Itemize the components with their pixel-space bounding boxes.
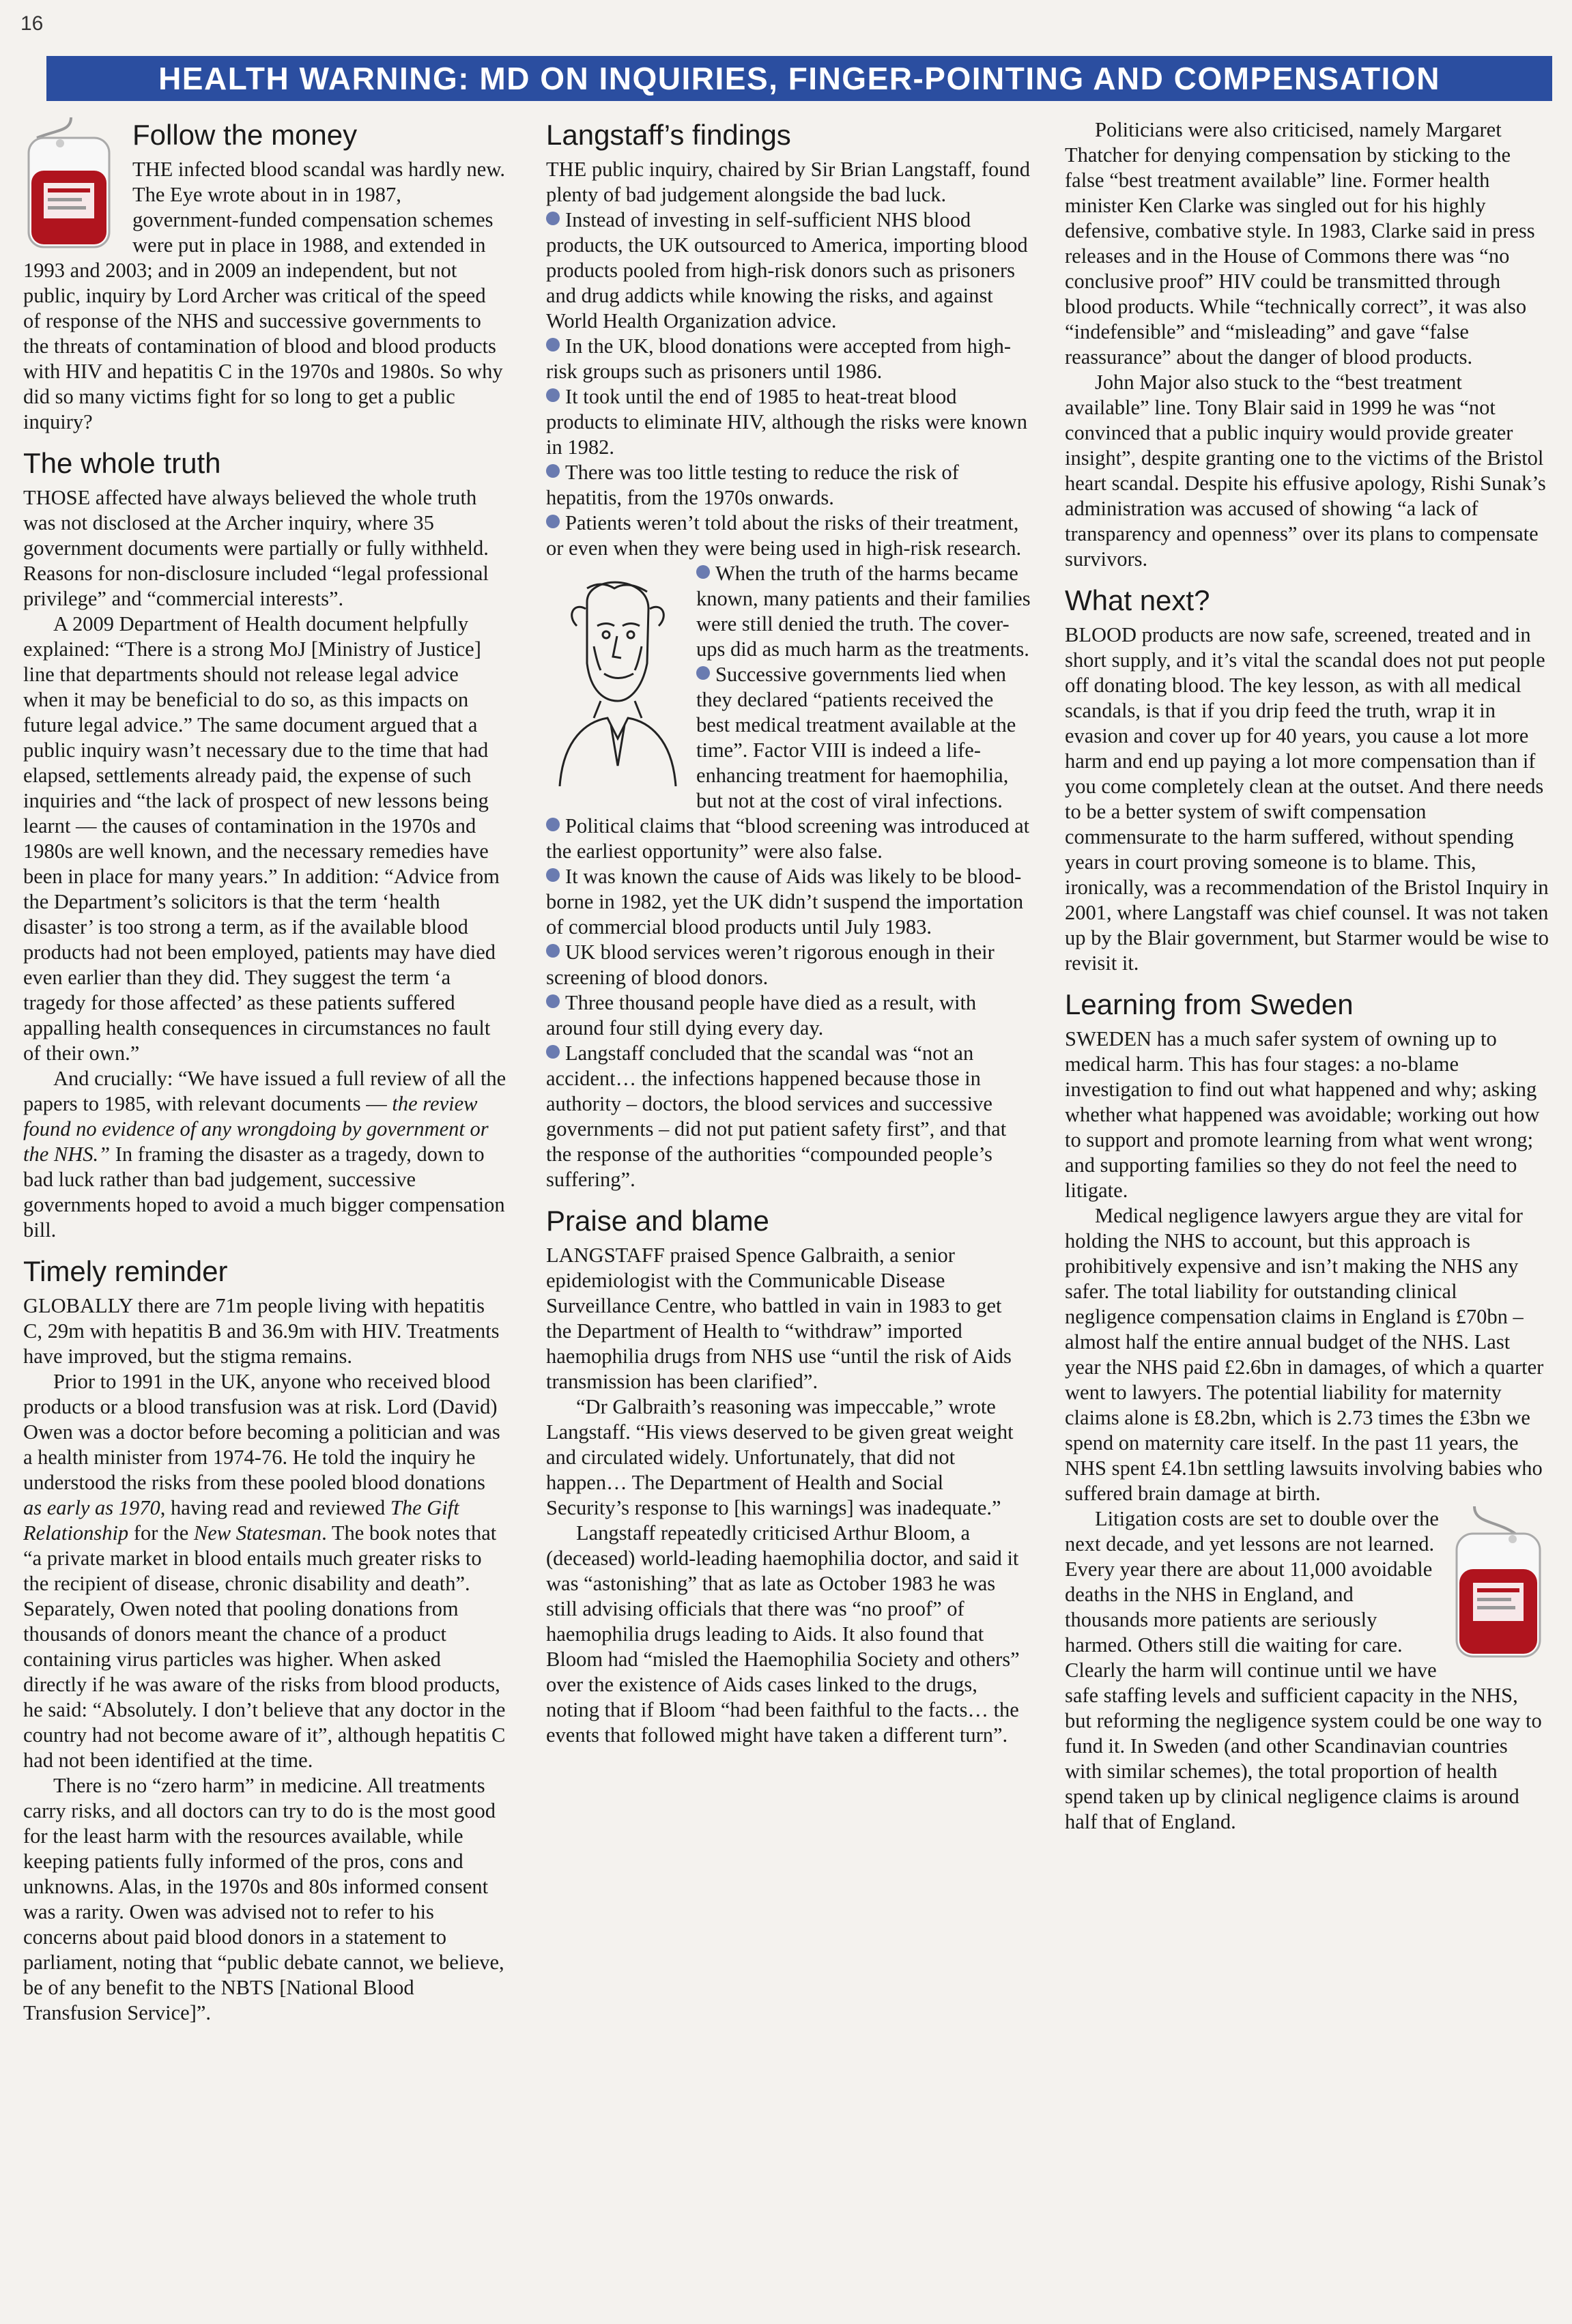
- column-1: [23, 117, 508, 2233]
- bullet-dot-icon: [546, 1045, 560, 1059]
- italic-run: New Statesman: [193, 1521, 322, 1545]
- blood-bag-icon: [23, 117, 126, 254]
- paragraph: THOSE affected have always believed the whole truth was not disclosed at the Archer inquiry, where 35 government documents were partially or fully withheld. Reasons for non-disclosure included “legal professional privilege” and “commercial interests”.: [23, 486, 489, 610]
- bullet-item: When the truth of the harms became known, many patients and their families were still denied the truth. The cover-ups did as much harm as the treatments.: [696, 562, 1031, 661]
- bullet-item: In the UK, blood donations were accepted from high-risk groups such as prisoners until 1986.: [546, 334, 1012, 383]
- paragraph: Medical negligence lawyers argue they are vital for holding the NHS to account, but this approach is prohibitively expensive and isn’t making the NHS any safer. The total liability for outstanding clinical negligence compensation claims in England is £70bn – almost half the entire annual budget of the NHS. Last year the NHS paid £2.6bn in damages, of which a quarter went to lawyers. The potential liability for maternity claims alone is £8.2bn, which is 2.73 times the £3bn we spend on maternity care itself. In the past 11 years, the NHS spent £4.1bn settling lawsuits involving babies who suffered brain damage at birth.: [1065, 1204, 1544, 1505]
- text-run: In framing the disaster as a tragedy, down to bad luck rather than bad judgement, successive governments hoped to avoid a much bigger compensation bill.: [23, 1143, 505, 1242]
- column-2: [546, 117, 1031, 2233]
- bullet-item: Patients weren’t told about the risks of their treatment, or even when they were being used in high-risk research.: [546, 511, 1022, 560]
- text-run: And crucially: “We have issued a full review of all the papers to 1985, with relevant documents —: [23, 1067, 506, 1115]
- bullet-item: Successive governments lied when they declared “patients received the best medical treatment available at the time”. Factor VIII is indeed a life-enhancing treatment for haemophilia, but not at the cost of viral infections.: [696, 663, 1016, 812]
- text-run: . The book notes that “a private market in blood entails much greater risks to the recipient of disease, chronic disability and death”. Separately, Owen noted that pooling donations from thousands of donors meant the chance of a product containing virus particles was higher. When asked directly if he was aware of the risks from blood products, he said: “Absolutely. I don’t believe that any doctor in the country had not become aware of it”, although hepatitis C had not been identified at the time.: [23, 1521, 506, 1772]
- italic-run: The Gift Relationship: [23, 1496, 459, 1545]
- heading-follow-the-money: Follow the money: [132, 119, 358, 151]
- text-run: for the: [128, 1521, 194, 1545]
- text-run: , having read and reviewed: [160, 1496, 390, 1519]
- bullet-item: Langstaff concluded that the scandal was “not an accident… the infections happened because those in authority – doctors, the blood services and successive governments – did not put patient safety first”, and that the response of the authorities “compounded people’s suffering”.: [546, 1042, 1007, 1191]
- paragraph: Litigation costs are set to double over the next decade, and yet lessons are not learned. Every year there are about 11,000 avoidable deaths in the NHS in England, and thousands more patients are seriously harmed. Others still die waiting for care. Clearly the harm will continue until we have safe staffing levels and sufficient capacity in the NHS, but reforming the negligence system could be one way to fund it. In Sweden (and other Scandinavian countries with similar schemes), the total proportion of health spend taken up by clinical negligence claims is around half that of England.: [1065, 1507, 1542, 1833]
- paragraph: SWEDEN has a much safer system of owning up to medical harm. This has four stages: a no-blame investigation to find out what happened and why; asking whether what happened was avoidable; working out how to support and promote learning from what went wrong; and supporting families so they do not feel the need to litigate.: [1065, 1027, 1540, 1202]
- heading-what-next: What next?: [1065, 584, 1210, 616]
- bullet-item: It was known the cause of Aids was likely to be blood-borne in 1982, yet the UK didn’t suspend the importation of commercial blood products until July 1983.: [546, 865, 1024, 938]
- bullet-dot-icon: [546, 388, 560, 402]
- paragraph: There is no “zero harm” in medicine. All treatments carry risks, and all doctors can try to do is the most good for the least harm with the resources available, while keeping patients fully informed of the pros, cons and unknowns. Alas, in the 1970s and 80s informed consent was a rarity. Owen was advised not to refer to his concerns about paid blood donors in a statement to parliament, noting that “public debate cannot, we believe, be of any benefit to the NBTS [National Blood Transfusion Service]”.: [23, 1774, 504, 2024]
- column-3: [1065, 117, 1549, 2233]
- heading-learning-from-sweden: Learning from Sweden: [1065, 988, 1354, 1020]
- cartoon-portrait: [546, 561, 689, 786]
- bullet-dot-icon: [546, 818, 560, 831]
- paragraph: [23, 1066, 508, 1243]
- bullet-dot-icon: [546, 212, 560, 225]
- bullet-dot-icon: [546, 464, 560, 478]
- paragraph: GLOBALLY there are 71m people living with hepatitis C, 29m with hepatitis B and 36.9m with HIV. Treatments have improved, but the stigma remains.: [23, 1294, 500, 1368]
- italic-run: as early as 1970: [23, 1496, 160, 1519]
- paragraph: THE infected blood scandal was hardly new. The Eye wrote about in in 1987, government-funded compensation schemes were put in place in 1988, and extended in 1993 and 2003; and in 2009 an independent, but not public, inquiry by Lord Archer was critical of the speed of response of the NHS and successive governments to the threats of contamination of blood and blood products with HIV and hepatitis C in the 1970s and 1980s. So why did so many victims fight for so long to get a public inquiry?: [23, 158, 505, 433]
- bullet-item: Political claims that “blood screening was introduced at the earliest opportunity” were also false.: [546, 814, 1030, 863]
- bullet-item: It took until the end of 1985 to heat-treat blood products to eliminate HIV, although the risks were known in 1982.: [546, 385, 1028, 459]
- paragraph: “Dr Galbraith’s reasoning was impeccable,” wrote Langstaff. “His views deserved to be given great weight and circulated widely. Unfortunately, that did not happen… The Department of Health and Social Security’s response to [his warnings] was inadequate.”: [546, 1395, 1014, 1519]
- text-run: Prior to 1991 in the UK, anyone who received blood products or a blood transfusion was at risk. Lord (David) Owen was a doctor before becoming a politician and was a health minister from 1974-76. He told the inquiry he understood the risks from these pooled blood donations: [23, 1370, 500, 1494]
- bullet-dot-icon: [546, 338, 560, 352]
- bullet-dot-icon: [546, 944, 560, 958]
- bullet-item: Instead of investing in self-sufficient NHS blood products, the UK outsourced to America, importing blood products pooled from high-risk donors such as prisoners and drug addicts while knowing the risks, and against World Health Organization advice.: [546, 208, 1028, 332]
- heading-langstaff-findings: Langstaff’s findings: [546, 119, 791, 151]
- bullet-dot-icon: [696, 666, 710, 680]
- bullet-item: There was too little testing to reduce the risk of hepatitis, from the 1970s onwards.: [546, 461, 959, 509]
- bullet-dot-icon: [546, 868, 560, 882]
- bullet-item: UK blood services weren’t rigorous enough in their screening of blood donors.: [546, 941, 995, 989]
- bullet-dot-icon: [546, 515, 560, 528]
- paragraph: John Major also stuck to the “best treatment available” line. Tony Blair said in 1999 he was “not convinced that a public inquiry would provide greater insight”, despite granting one to the victims of the Bristol heart scandal. Despite his effusive apology, Rishi Sunak’s administration was accused of showing “a lack of transparency and openness” over its plans to compensate survivors.: [1065, 371, 1546, 571]
- heading-whole-truth: The whole truth: [23, 447, 221, 479]
- italic-run: the review found no evidence of any wrongdoing by government or the NHS.”: [23, 1092, 489, 1166]
- heading-praise-and-blame: Praise and blame: [546, 1205, 769, 1237]
- paragraph: THE public inquiry, chaired by Sir Brian Langstaff, found plenty of bad judgement alongside the bad luck.: [546, 158, 1030, 206]
- headline-banner: HEALTH WARNING: MD ON INQUIRIES, FINGER-POINTING AND COMPENSATION: [46, 56, 1552, 101]
- page-number: 16: [20, 12, 44, 35]
- paragraph: Politicians were also criticised, namely Margaret Thatcher for denying compensation by sticking to the false “best treatment available” line. Former health minister Ken Clarke was singled out for his highly defensive, combative style. In 1983, Clarke said in press releases and in the House of Commons there was “no conclusive proof” HIV could be transmitted through blood products. While “technically correct”, it was also “indefensible” and “misleading” and gave “false reassurance” about the danger of blood products.: [1065, 118, 1535, 369]
- heading-timely-reminder: Timely reminder: [23, 1255, 228, 1287]
- bullet-item: Three thousand people have died as a result, with around four still dying every day.: [546, 991, 977, 1039]
- paragraph: A 2009 Department of Health document helpfully explained: “There is a strong MoJ [Ministry of Justice] line that departments should not release legal advice when it may be beneficial to do so, as this impacts on future legal advice.” The same document argued that a public inquiry wasn’t necessary due to the time that had elapsed, settlements already paid, the expense of such inquiries and “the lack of prospect of new lessons being learnt — the causes of contamination in the 1970s and 1980s are well known, and the necessary remedies have been in place for many years.” In addition: “Advice from the Department’s solicitors is that the term ‘health disaster’ is too strong a term, as if the available blood products had not been employed, patients may have died even earlier than they did. They suggest the term ‘a tragedy for those affected’ as these patients suffered appalling health consequences in circumstances no fault of their own.”: [23, 612, 500, 1065]
- paragraph: LANGSTAFF praised Spence Galbraith, a senior epidemiologist with the Communicable Disease Surveillance Centre, who battled in vain in 1983 to get the Department of Health to “withdraw” imported haemophilia drugs from NHS use “until the risk of Aids transmission has been clarified”.: [546, 1244, 1012, 1393]
- bullet-dot-icon: [696, 565, 710, 579]
- paragraph: BLOOD products are now safe, screened, treated and in short supply, and it’s vital the scandal does not put people off donating blood. The key lesson, as with all medical scandals, is that if you drip feed the truth, wrap it in evasion and cover up for 40 years, you cause a lot more harm and end up paying a lot more compensation than if you come completely clean at the outset. And there needs to be a better system of swift compensation commensurate to the harm suffered, without spending years in court proving someone is to blame. This, ironically, was a recommendation of the Bristol Inquiry in 2001, where Langstaff was chief counsel. It was not taken up by the Blair government, but Starmer would be wise to revisit it.: [1065, 623, 1549, 975]
- bullet-dot-icon: [546, 994, 560, 1008]
- paragraph: [23, 1369, 508, 1773]
- paragraph: Langstaff repeatedly criticised Arthur Bloom, a (deceased) world-leading haemophilia doctor, and said it was “astonishing” that as late as October 1983 he was still advising officials that there was “no proof” of haemophilia drugs leading to Aids. It also found that Bloom had “misled the Haemophilia Society and others” over the existence of Aids cases linked to the drugs, noting that if Bloom “had been faithful to the facts… the events that followed might have taken a different turn”.: [546, 1521, 1020, 1747]
- blood-bag-icon: [1447, 1506, 1549, 1663]
